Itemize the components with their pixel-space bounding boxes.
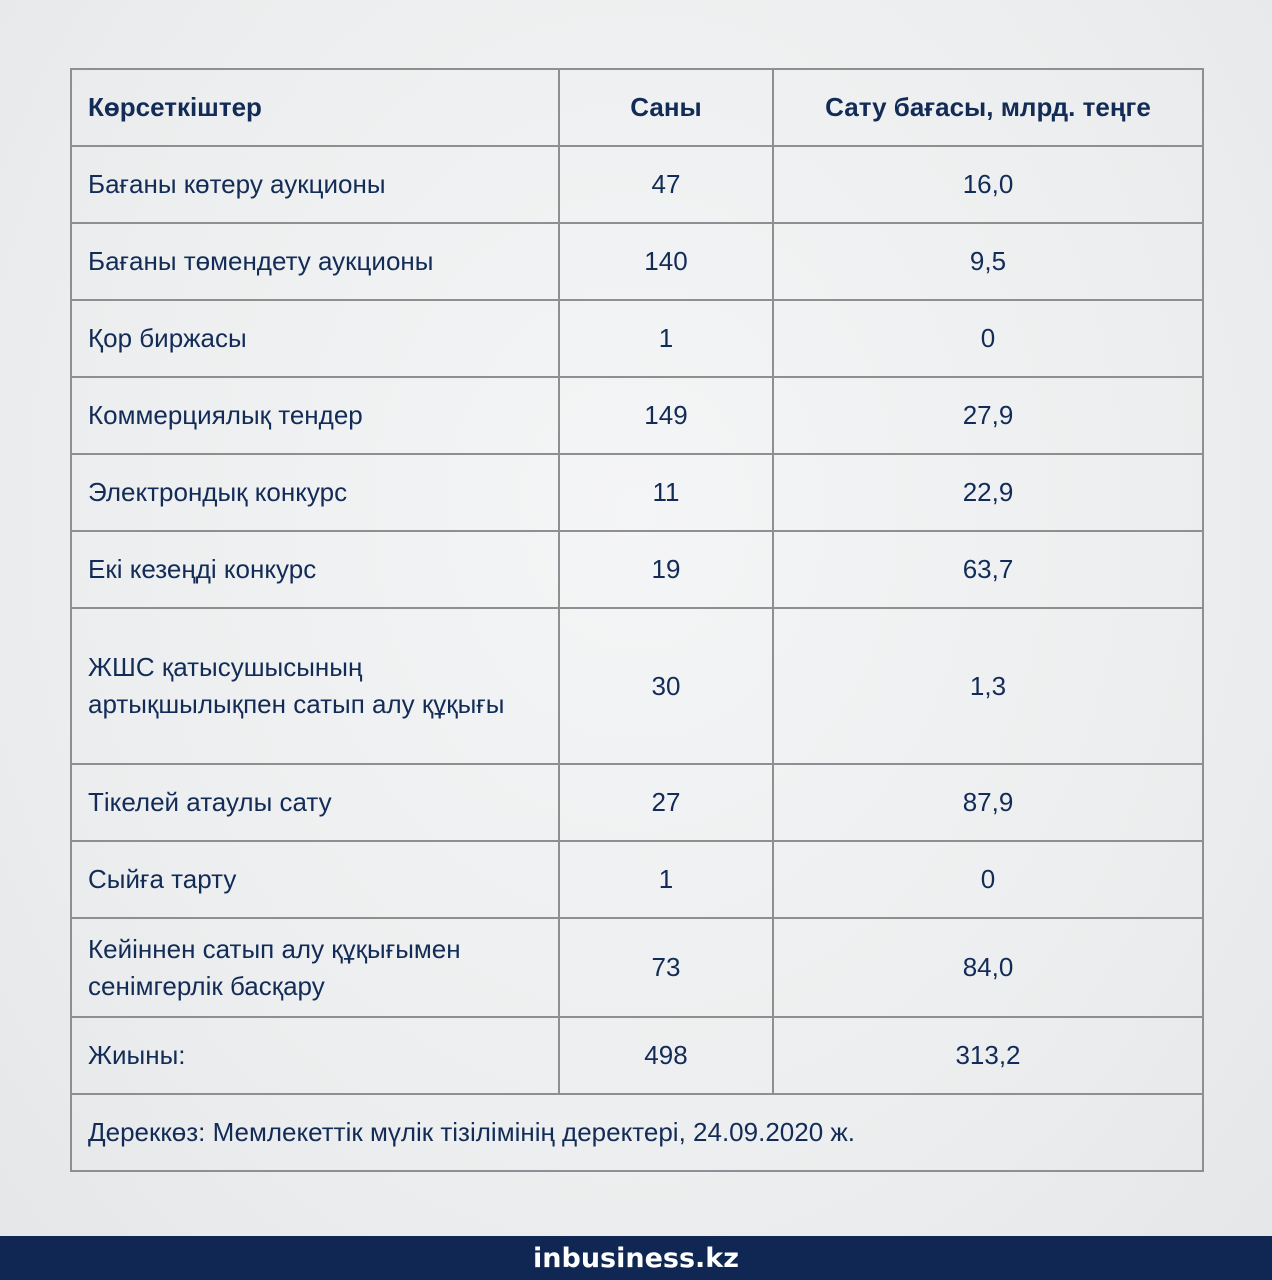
row-label: Коммерциялық тендер bbox=[71, 377, 559, 454]
row-count: 140 bbox=[559, 223, 773, 300]
row-count: 19 bbox=[559, 531, 773, 608]
row-label: Бағаны көтеру аукционы bbox=[71, 146, 559, 223]
table-row bbox=[71, 764, 1203, 841]
table-row bbox=[71, 918, 1203, 1017]
row-count: 47 bbox=[559, 146, 773, 223]
total-label: Жиыны: bbox=[71, 1017, 559, 1094]
footer-bar bbox=[0, 1236, 1272, 1280]
row-label: Тікелей атаулы сату bbox=[71, 764, 559, 841]
inbusiness-logo[interactable]: inbusiness.kz bbox=[533, 1242, 739, 1274]
row-count: 1 bbox=[559, 300, 773, 377]
row-label: Сыйға тарту bbox=[71, 841, 559, 918]
header-indicators: Көрсеткіштер bbox=[71, 69, 559, 146]
row-price: 87,9 bbox=[773, 764, 1203, 841]
table-row bbox=[71, 531, 1203, 608]
row-label: Екі кезеңді конкурс bbox=[71, 531, 559, 608]
table-source-row bbox=[71, 1094, 1203, 1171]
table-row bbox=[71, 300, 1203, 377]
row-price: 16,0 bbox=[773, 146, 1203, 223]
row-label: Бағаны төмендету аукционы bbox=[71, 223, 559, 300]
table-row bbox=[71, 377, 1203, 454]
row-price: 63,7 bbox=[773, 531, 1203, 608]
table-total-row bbox=[71, 1017, 1203, 1094]
table-row bbox=[71, 454, 1203, 531]
row-count: 30 bbox=[559, 608, 773, 764]
row-count: 1 bbox=[559, 841, 773, 918]
table-row bbox=[71, 608, 1203, 764]
row-label: ЖШС қатысушысының артықшылықпен сатып алу құқығы bbox=[71, 608, 559, 764]
row-price: 27,9 bbox=[773, 377, 1203, 454]
data-table-container bbox=[70, 68, 1202, 1172]
table-row bbox=[71, 223, 1203, 300]
row-count: 27 bbox=[559, 764, 773, 841]
row-price: 84,0 bbox=[773, 918, 1203, 1017]
source-note: Дереккөз: Мемлекеттік мүлік тізілімінің деректері, 24.09.2020 ж. bbox=[71, 1094, 1203, 1171]
table-row bbox=[71, 841, 1203, 918]
data-table bbox=[70, 68, 1204, 1172]
header-count: Саны bbox=[559, 69, 773, 146]
table-row bbox=[71, 146, 1203, 223]
total-price: 313,2 bbox=[773, 1017, 1203, 1094]
row-count: 11 bbox=[559, 454, 773, 531]
row-count: 73 bbox=[559, 918, 773, 1017]
row-price: 0 bbox=[773, 841, 1203, 918]
row-label: Электрондық конкурс bbox=[71, 454, 559, 531]
table-header-row bbox=[71, 69, 1203, 146]
total-count: 498 bbox=[559, 1017, 773, 1094]
row-price: 22,9 bbox=[773, 454, 1203, 531]
row-price: 1,3 bbox=[773, 608, 1203, 764]
row-count: 149 bbox=[559, 377, 773, 454]
row-label: Кейіннен сатып алу құқығымен сенімгерлік басқару bbox=[71, 918, 559, 1017]
header-price: Сату бағасы, млрд. теңге bbox=[773, 69, 1203, 146]
row-price: 0 bbox=[773, 300, 1203, 377]
row-price: 9,5 bbox=[773, 223, 1203, 300]
row-label: Қор биржасы bbox=[71, 300, 559, 377]
